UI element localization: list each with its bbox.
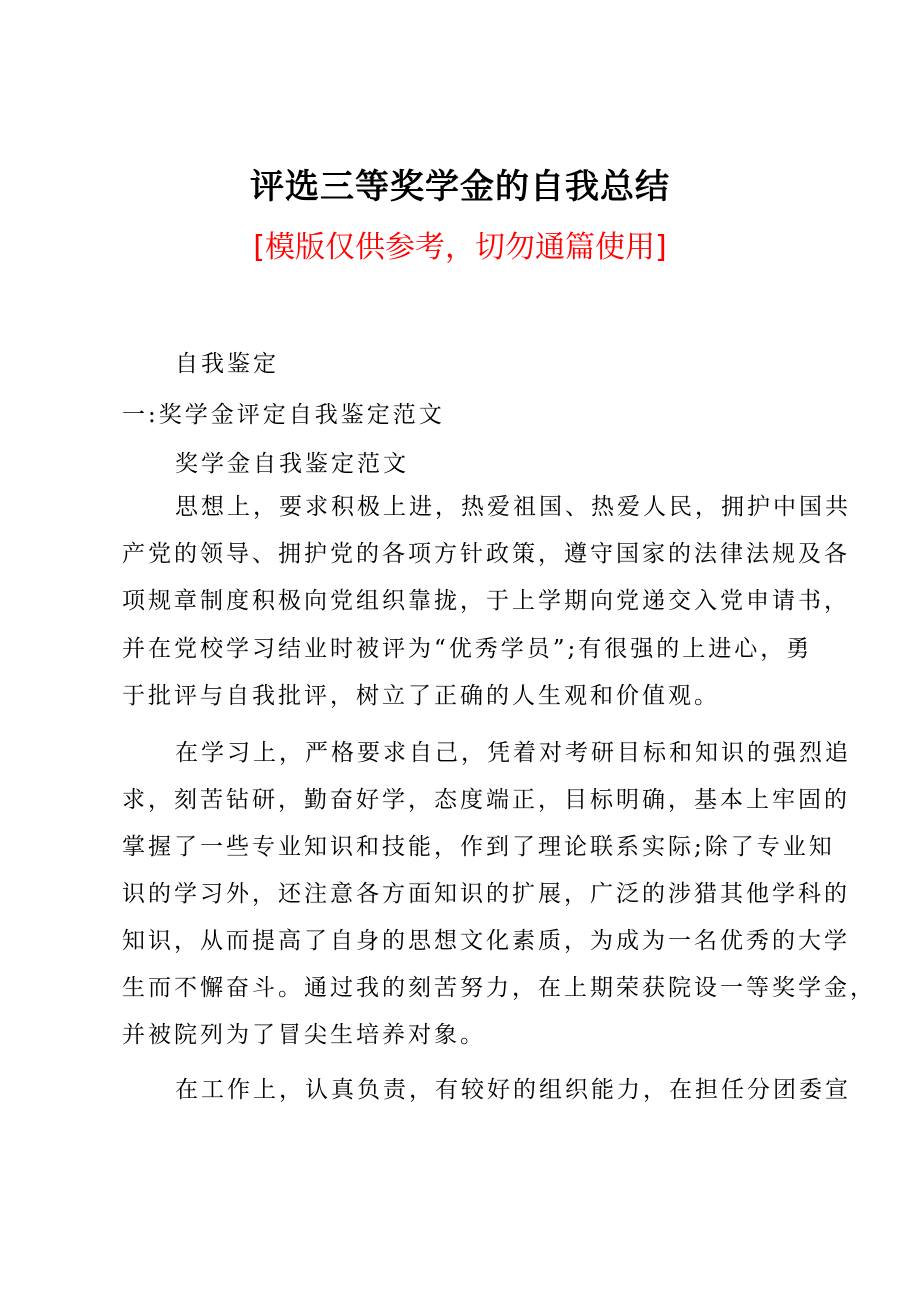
paragraph-study-line-5: 知识，从而提高了自身的思想文化素质，为成为一名优秀的大学: [122, 928, 850, 954]
section-heading-self-assessment: 自我鉴定: [175, 351, 279, 377]
document-title: 评选三等奖学金的自我总结: [250, 167, 670, 207]
paragraph-work-line-1: 在工作上，认真负责，有较好的组织能力，在担任分团委宣: [175, 1077, 851, 1103]
paragraph-ideology-line-3: 项规章制度积极向党组织靠拢，于上学期向党递交入党申请书，: [122, 588, 850, 614]
paragraph-ideology-line-1: 思想上，要求积极上进，热爱祖国、热爱人民，拥护中国共: [175, 494, 851, 520]
paragraph-ideology-line-4: 并在党校学习结业时被评为“优秀学员”;有很强的上进心，勇: [122, 636, 813, 662]
subheading-sample: 奖学金自我鉴定范文: [175, 451, 409, 477]
paragraph-study-line-7: 并被院列为了冒尖生培养对象。: [122, 1022, 486, 1048]
paragraph-ideology-line-5: 于批评与自我批评，树立了正确的人生观和价值观。: [122, 683, 720, 709]
paragraph-ideology-line-2: 产党的领导、拥护党的各项方针政策，遵守国家的法律法规及各: [122, 541, 850, 567]
paragraph-study-line-4: 识的学习外，还注意各方面知识的扩展，广泛的涉猎其他学科的: [122, 881, 850, 907]
section-heading-sample: 一:奖学金评定自我鉴定范文: [122, 402, 445, 428]
paragraph-study-line-2: 求，刻苦钻研，勤奋好学，态度端正，目标明确，基本上牢固的: [122, 787, 850, 813]
paragraph-study-line-6: 生而不懈奋斗。通过我的刻苦努力，在上期荣获院设一等奖学金，: [122, 975, 876, 1001]
paragraph-study-line-3: 掌握了一些专业知识和技能，作到了理论联系实际;除了专业知: [122, 834, 835, 860]
paragraph-study-line-1: 在学习上，严格要求自己，凭着对考研目标和知识的强烈追: [175, 740, 851, 766]
template-notice: [模版仅供参考，切勿通篇使用]: [253, 230, 667, 265]
